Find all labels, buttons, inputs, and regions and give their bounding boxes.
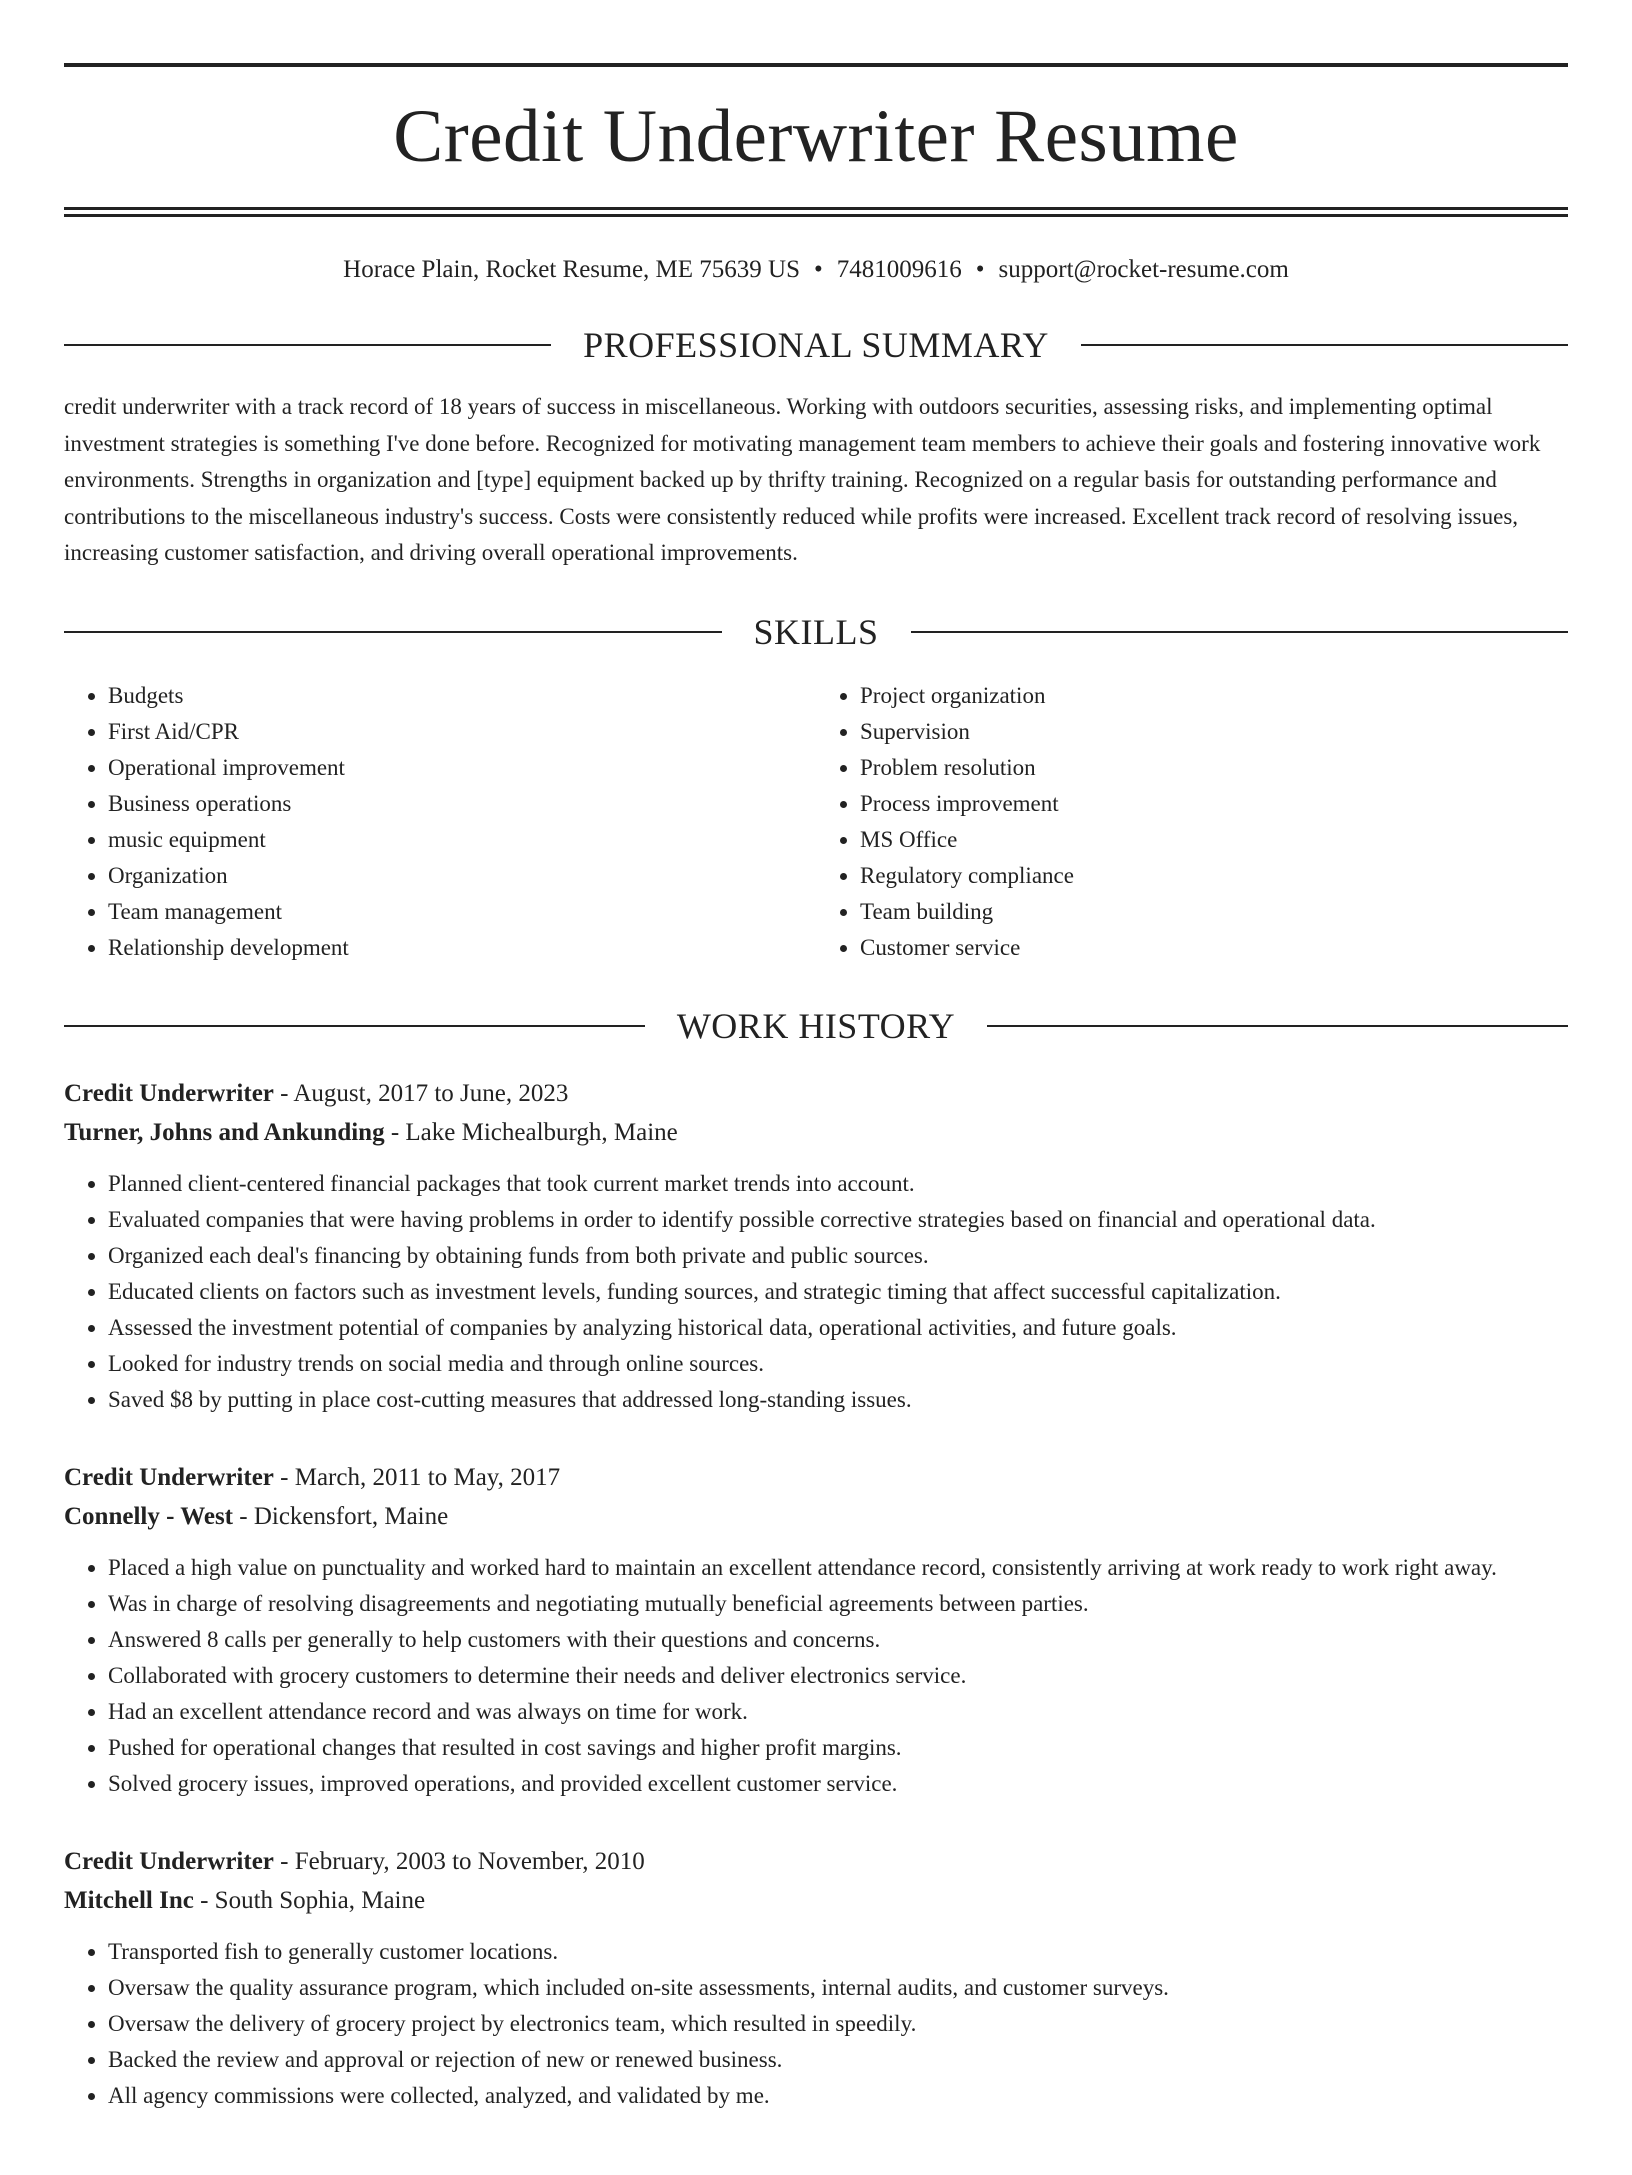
skill-item: • Relationship development — [108, 930, 816, 966]
job-bullet: • Educated clients on factors such as investment levels, funding sources, and strategic timing that affect successful capitalization. — [108, 1274, 1568, 1310]
job-bullet: • Backed the review and approval or rejection of new or renewed business. — [108, 2042, 1568, 2078]
job-bullet: • Solved grocery issues, improved operations, and provided excellent customer service. — [108, 1766, 1568, 1802]
job-entry — [64, 1458, 1568, 1802]
job-entry — [64, 1842, 1568, 2114]
job-bullet: • Evaluated companies that were having problems in order to identify possible corrective strategies based on financial and operational data. — [108, 1202, 1568, 1238]
skill-item: • Problem resolution — [860, 750, 1568, 786]
job-company: Connelly - West — [64, 1502, 233, 1530]
job-location: - South Sophia, Maine — [193, 1886, 426, 1914]
job-title-line — [64, 1074, 1568, 1113]
contact-email: support@rocket-resume.com — [998, 256, 1289, 283]
job-dates: - March, 2011 to May, 2017 — [273, 1463, 561, 1491]
contact-line — [64, 255, 1568, 285]
job-bullet: • Oversaw the quality assurance program, which included on-site assessments, internal audits, and customer surveys. — [108, 1970, 1568, 2006]
summary-heading-label: PROFESSIONAL SUMMARY — [583, 325, 1049, 365]
work-history-heading — [64, 1006, 1568, 1046]
job-company-line — [64, 1113, 1568, 1152]
job-bullet: • Looked for industry trends on social media and through online sources. — [108, 1346, 1568, 1382]
job-location: - Lake Michealburgh, Maine — [384, 1118, 678, 1146]
skill-item: • Team management — [108, 894, 816, 930]
job-entry — [64, 1074, 1568, 1418]
job-company: Mitchell Inc — [64, 1886, 194, 1914]
skills-heading-label: SKILLS — [753, 611, 879, 652]
skill-item: • Regulatory compliance — [860, 858, 1568, 894]
job-bullet: • All agency commissions were collected, analyzed, and validated by me. — [108, 2078, 1568, 2114]
top-rule — [64, 63, 1568, 67]
contact-address: Horace Plain, Rocket Resume, ME 75639 US — [343, 256, 801, 283]
job-title-line — [64, 1842, 1568, 1881]
job-bullet: • Answered 8 calls per generally to help customers with their questions and concerns. — [108, 1622, 1568, 1658]
resume-page — [0, 63, 1632, 2175]
job-bullet: • Assessed the investment potential of companies by analyzing historical data, operational activities, and future goals. — [108, 1310, 1568, 1346]
work-history-heading-label: WORK HISTORY — [676, 1005, 956, 1046]
job-bullet: • Pushed for operational changes that resulted in cost savings and higher profit margins. — [108, 1730, 1568, 1766]
job-company-line — [64, 1881, 1568, 1920]
job-bullets — [64, 1550, 1568, 1802]
skill-item: • Organization — [108, 858, 816, 894]
job-bullet: • Was in charge of resolving disagreements and negotiating mutually beneficial agreements between parties. — [108, 1586, 1568, 1622]
contact-separator: • — [814, 256, 823, 283]
skills-list — [64, 678, 1568, 966]
job-bullet: • Had an excellent attendance record and was always on time for work. — [108, 1694, 1568, 1730]
job-title: Credit Underwriter — [64, 1079, 274, 1107]
job-bullet: • Collaborated with grocery customers to determine their needs and deliver electronics service. — [108, 1658, 1568, 1694]
heading-rule — [64, 631, 722, 633]
skills-heading — [64, 612, 1568, 652]
heading-rule — [1081, 344, 1568, 346]
job-title: Credit Underwriter — [64, 1847, 274, 1875]
job-dates: - February, 2003 to November, 2010 — [273, 1847, 645, 1875]
job-bullet: • Organized each deal's financing by obtaining funds from both private and public sources. — [108, 1238, 1568, 1274]
job-company-line — [64, 1497, 1568, 1536]
job-bullets — [64, 1934, 1568, 2114]
job-dates: - August, 2017 to June, 2023 — [273, 1079, 569, 1107]
skill-item: • Supervision — [860, 714, 1568, 750]
job-bullets — [64, 1166, 1568, 1418]
skill-item: • Operational improvement — [108, 750, 816, 786]
job-title-line — [64, 1458, 1568, 1497]
contact-phone: 7481009616 — [836, 256, 962, 283]
skill-item: • MS Office — [860, 822, 1568, 858]
job-bullet: • Saved $8 by putting in place cost-cutting measures that addressed long-standing issues. — [108, 1382, 1568, 1418]
skill-item: • First Aid/CPR — [108, 714, 816, 750]
job-bullet: • Oversaw the delivery of grocery project by electronics team, which resulted in speedily. — [108, 2006, 1568, 2042]
heading-rule — [64, 344, 551, 346]
skill-item: • Project organization — [860, 678, 1568, 714]
job-location: - Dickensfort, Maine — [233, 1502, 449, 1530]
skill-item: • Business operations — [108, 786, 816, 822]
job-bullet: • Placed a high value on punctuality and worked hard to maintain an excellent attendance record, consistently arriving at work ready to work right away. — [108, 1550, 1568, 1586]
heading-rule — [987, 1025, 1568, 1027]
page-title: Credit Underwriter Resume — [393, 95, 1239, 178]
skill-item: • Budgets — [108, 678, 816, 714]
job-company: Turner, Johns and Ankunding — [64, 1118, 385, 1146]
contact-separator: • — [975, 256, 985, 283]
job-bullet: • Planned client-centered financial packages that took current market trends into account. — [108, 1166, 1568, 1202]
heading-rule — [911, 631, 1569, 633]
skills-column-right — [816, 678, 1568, 966]
skill-item: • music equipment — [108, 822, 816, 858]
skill-item: • Customer service — [860, 930, 1568, 966]
skill-item: • Team building — [860, 894, 1568, 930]
skills-column-left — [64, 678, 816, 966]
title-double-rule — [64, 207, 1568, 217]
job-bullet: • Transported fish to generally customer locations. — [108, 1934, 1568, 1970]
summary-heading — [64, 325, 1568, 365]
skill-item: • Process improvement — [860, 786, 1568, 822]
summary-text: credit underwriter with a track record of 18 years of success in miscellaneous. Working with outdoors securities, assessing risks, and implementing optimal investment strategies is something I've done before. Recognized for motivating management team members to achieve their goals and fostering innovative work environments. Strengths in organization and [type] equipment backed up by thrifty training. Recognized on a regular basis for outstanding performance and contributions to the miscellaneous industry's success. Costs were consistently reduced while profits were increased. Excellent track record of resolving issues, increasing customer satisfaction, and driving overall operational improvements. — [64, 394, 1541, 565]
job-title: Credit Underwriter — [64, 1463, 274, 1491]
heading-rule — [64, 1025, 645, 1027]
